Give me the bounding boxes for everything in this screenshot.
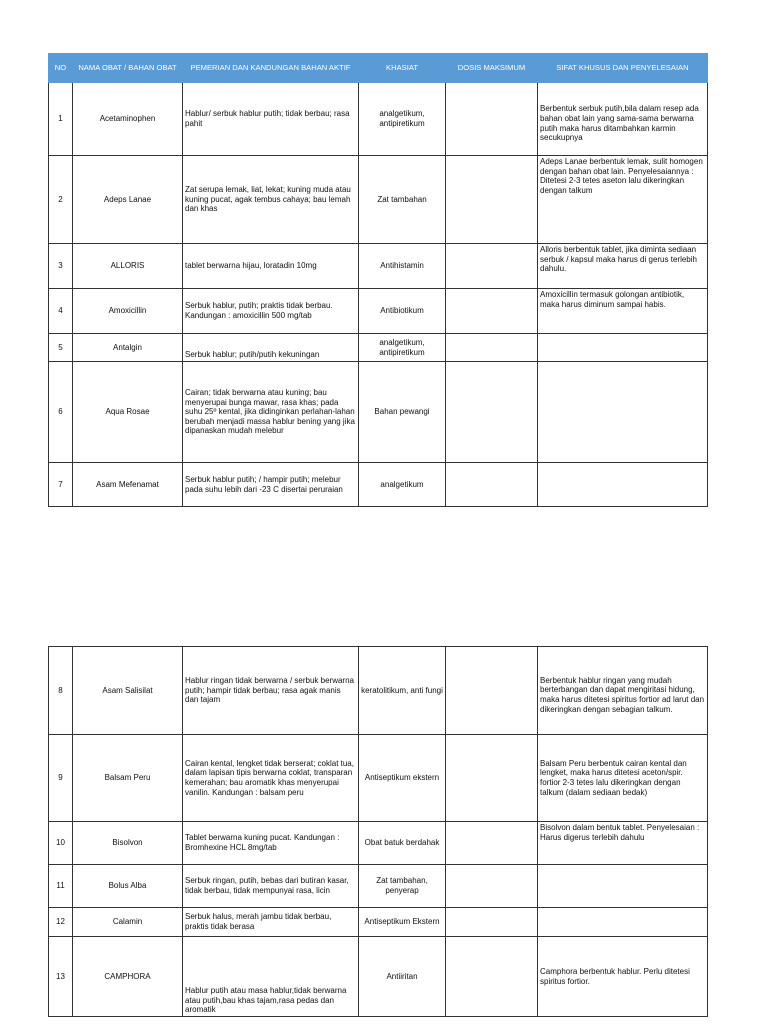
row-dose xyxy=(446,362,538,463)
row-name: Acetaminophen xyxy=(73,83,183,156)
table-row xyxy=(49,937,708,1017)
row-name: Asam Salisilat xyxy=(73,647,183,735)
row-dose xyxy=(446,908,538,937)
table-row xyxy=(49,735,708,822)
row-no: 5 xyxy=(49,334,73,362)
drug-table-part-1 xyxy=(48,53,708,507)
table-row xyxy=(49,289,708,334)
row-use: analgetikum, antipiretikum xyxy=(359,334,446,362)
table-row xyxy=(49,244,708,289)
row-name: Calamin xyxy=(73,908,183,937)
row-desc: Serbuk hablur, putih; praktis tidak berbau. Kandungan : amoxicillin 500 mg/tab xyxy=(183,289,359,334)
table-row xyxy=(49,647,708,735)
row-desc: Zat serupa lemak, liat, lekat; kuning muda atau kuning pucat, agak tembus cahaya; bau lemah dan khas xyxy=(183,156,359,244)
row-use: analgetikum, antipiretikum xyxy=(359,83,446,156)
row-use: Antiseptikum ekstern xyxy=(359,735,446,822)
table-row xyxy=(49,362,708,463)
row-name: Antalgin xyxy=(73,334,183,362)
row-dose xyxy=(446,334,538,362)
row-name: Bolus Alba xyxy=(73,865,183,908)
row-name: Aqua Rosae xyxy=(73,362,183,463)
row-desc: Hablur ringan tidak berwarna / serbuk berwarna putih; hampir tidak berbau; rasa agak manis dan tajam xyxy=(183,647,359,735)
row-dose xyxy=(446,822,538,865)
row-no: 12 xyxy=(49,908,73,937)
row-note: Amoxicillin termasuk golongan antibiotik, maka harus diminum sampai habis. xyxy=(538,289,708,334)
header-no: NO xyxy=(49,54,73,83)
table-row xyxy=(49,463,708,507)
row-use: Zat tambahan xyxy=(359,156,446,244)
row-desc: Serbuk halus, merah jambu tidak berbau, praktis tidak berasa xyxy=(183,908,359,937)
row-use: Antihistamin xyxy=(359,244,446,289)
header-desc: PEMERIAN DAN KANDUNGAN BAHAN AKTIF xyxy=(183,54,359,83)
row-use: Bahan pewangi xyxy=(359,362,446,463)
row-dose xyxy=(446,463,538,507)
row-note: Balsam Peru berbentuk cairan kental dan lengket, maka harus ditetesi aceton/spir. fortior 2-3 tetes lalu dikeringkan dengan talkum (dalam sediaan bedak) xyxy=(538,735,708,822)
row-no: 11 xyxy=(49,865,73,908)
row-no: 8 xyxy=(49,647,73,735)
row-note: Camphora berbentuk hablur. Perlu ditetesi spiritus fortior. xyxy=(538,937,708,1017)
row-note xyxy=(538,908,708,937)
row-use: Antiseptikum Ekstern xyxy=(359,908,446,937)
row-use: analgetikum xyxy=(359,463,446,507)
row-dose xyxy=(446,289,538,334)
row-no: 6 xyxy=(49,362,73,463)
row-name: Balsam Peru xyxy=(73,735,183,822)
row-dose xyxy=(446,83,538,156)
row-name: Bisolvon xyxy=(73,822,183,865)
row-dose xyxy=(446,244,538,289)
row-desc: Tablet berwarna kuning pucat. Kandungan : Bromhexine HCL 8mg/tab xyxy=(183,822,359,865)
row-no: 2 xyxy=(49,156,73,244)
table-row xyxy=(49,865,708,908)
row-no: 13 xyxy=(49,937,73,1017)
row-name: Adeps Lanae xyxy=(73,156,183,244)
row-dose xyxy=(446,735,538,822)
row-no: 1 xyxy=(49,83,73,156)
row-name: Amoxicillin xyxy=(73,289,183,334)
table-row xyxy=(49,334,708,362)
header-row xyxy=(49,54,708,83)
table-row xyxy=(49,83,708,156)
row-no: 9 xyxy=(49,735,73,822)
row-note xyxy=(538,865,708,908)
row-desc: Serbuk ringan, putih, bebas dari butiran kasar, tidak berbau, tidak mempunyai rasa, licin xyxy=(183,865,359,908)
table-row xyxy=(49,908,708,937)
header-dose: DOSIS MAKSIMUM xyxy=(446,54,538,83)
row-note xyxy=(538,362,708,463)
row-note: Berbentuk serbuk putih,bila dalam resep ada bahan obat lain yang sama-sama berwarna putih maka harus ditambahkan karmin secukupnya xyxy=(538,83,708,156)
row-note: Alloris berbentuk tablet, jika diminta sediaan serbuk / kapsul maka harus di gerus terlebih dahulu. xyxy=(538,244,708,289)
row-desc: Serbuk hablur; putih/putih kekuningan xyxy=(183,334,359,362)
row-name: ALLORIS xyxy=(73,244,183,289)
row-no: 3 xyxy=(49,244,73,289)
row-no: 7 xyxy=(49,463,73,507)
drug-table-part-2 xyxy=(48,646,708,1017)
header-name: NAMA OBAT / BAHAN OBAT xyxy=(73,54,183,83)
row-no: 4 xyxy=(49,289,73,334)
row-desc: Hablur putih atau masa hablur,tidak berwarna atau putih,bau khas tajam,rasa pedas dan aromatik xyxy=(183,937,359,1017)
row-dose xyxy=(446,865,538,908)
row-use: Antibiotikum xyxy=(359,289,446,334)
table-row xyxy=(49,156,708,244)
row-note xyxy=(538,334,708,362)
row-use: Antiiritan xyxy=(359,937,446,1017)
row-name: CAMPHORA xyxy=(73,937,183,1017)
row-desc: tablet berwarna hijau, loratadin 10mg xyxy=(183,244,359,289)
header-use: KHASIAT xyxy=(359,54,446,83)
row-use: Zat tambahan, penyerap xyxy=(359,865,446,908)
row-note: Bisolvon dalam bentuk tablet. Penyelesaian : Harus digerus terlebih dahulu xyxy=(538,822,708,865)
row-use: keratolitikum, anti fungi xyxy=(359,647,446,735)
table-row xyxy=(49,822,708,865)
row-dose xyxy=(446,156,538,244)
header-note: SIFAT KHUSUS DAN PENYELESAIAN xyxy=(538,54,708,83)
row-desc: Cairan kental, lengket tidak berserat; coklat tua, dalam lapisan tipis berwarna coklat, transparan kemerahan; bau aromatik khas menyerupai vanilin. Kandungan : balsam peru xyxy=(183,735,359,822)
row-name: Asam Mefenamat xyxy=(73,463,183,507)
row-desc: Cairan; tidak berwarna atau kuning; bau menyerupai bunga mawar, rasa khas; pada suhu 25º kental, jika didinginkan perlahan-lahan berubah menjadi massa hablur bening yang jika dipanaskan mudah melebur xyxy=(183,362,359,463)
row-dose xyxy=(446,647,538,735)
row-desc: Serbuk hablur putih; / hampir putih; melebur pada suhu lebih dari -23 C disertai peruraian xyxy=(183,463,359,507)
row-no: 10 xyxy=(49,822,73,865)
row-desc: Hablur/ serbuk hablur putih; tidak berbau; rasa pahit xyxy=(183,83,359,156)
row-dose xyxy=(446,937,538,1017)
row-note: Berbentuk hablur ringan yang mudah berterbangan dan dapat mengiritasi hidung, maka harus ditetesi spiritus fortior ad larut dan dikeringkan dengan sebagian talkum. xyxy=(538,647,708,735)
row-note: Adeps Lanae berbentuk lemak, sulit homogen dengan bahan obat lain. Penyelesaiannya : Ditetesi 2-3 tetes aseton lalu dikeringkan dengan talkum xyxy=(538,156,708,244)
row-use: Obat batuk berdahak xyxy=(359,822,446,865)
row-note xyxy=(538,463,708,507)
